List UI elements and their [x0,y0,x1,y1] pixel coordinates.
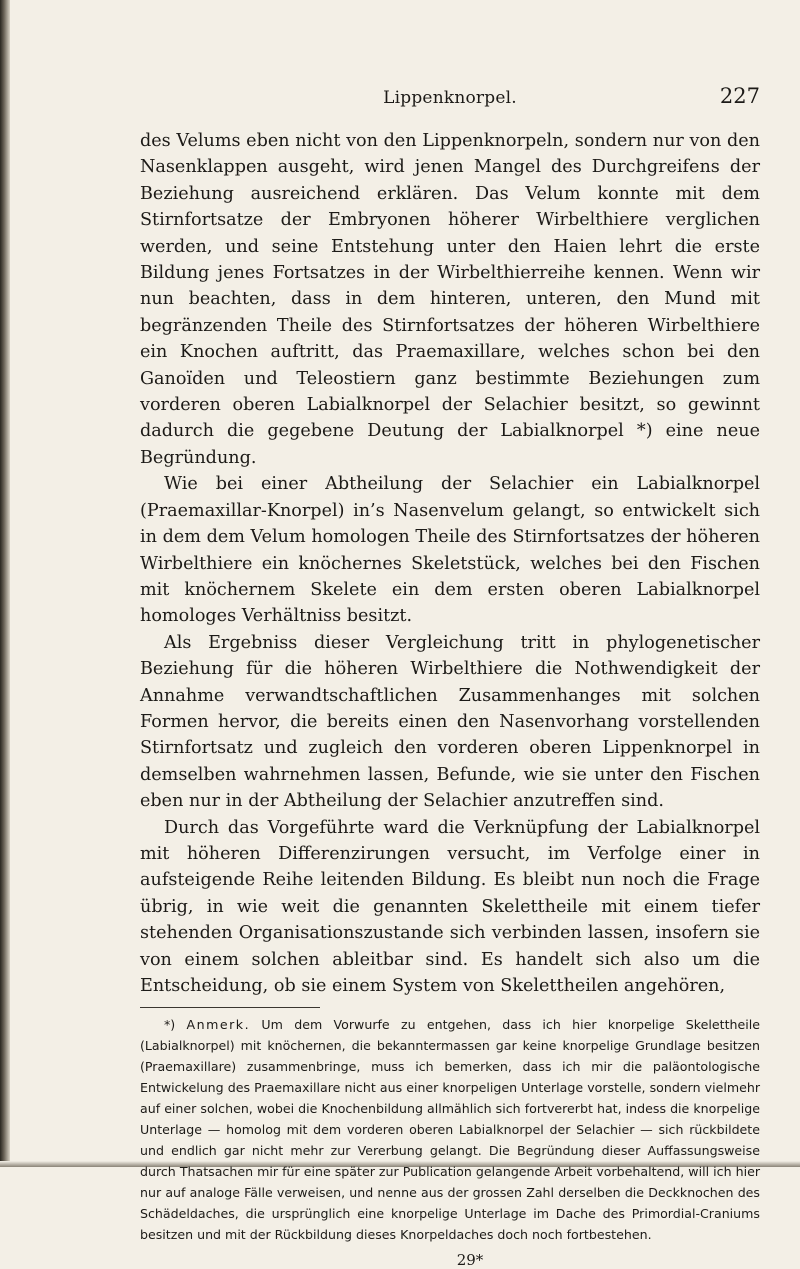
running-head: Lippenknorpel. [383,88,517,108]
paragraph: Als Ergebniss dieser Vergleichung tritt in phylogenetischer Beziehung für die höheren Wirbelthiere die Nothwendigkeit der Annahme verwandtschaftlichen Zusammenhanges mit solchen Formen hervor, die bereits einen den Nasenvorhang vorstellenden Stirnfortsatz und zugleich den vorderen oberen Lippenknorpel in demselben wahrnehmen lassen, Befunde, wie sie unter den Fischen eben nur in der Abtheilung der Selachier anzutreffen sind. [140,632,760,812]
book-page [140,84,760,1269]
paragraph: Durch das Vorgeführte ward die Verknüpfung der Labialknorpel mit höheren Differenzirungen versucht, im Verfolge einer in aufsteigende Reihe leitenden Bildung. Es bleibt nun noch die Frage übrig, in wie weit die genannten Skelettheile mit einem tiefer stehenden Organisationszustande sich verbinden lassen, insofern sie von einem solchen ableitbar sind. Es handelt sich also um die Entscheidung, ob sie einem System von Skelettheilen angehören, [140,817,760,996]
paragraph: des Velums eben nicht von den Lippenknorpeln, sondern nur von den Nasenklappen ausgeht, wird jenen Mangel des Durchgreifens der Beziehung ausreichend erklären. Das Velum konnte mit dem Stirnfortsatze der Embryonen höherer Wirbelthiere verglichen werden, und seine Entstehung unter den Haien lehrt die erste Bildung jenes Fortsatzes in der Wirbelthierreihe kennen. Wenn wir nun beachten, dass in dem hinteren, unteren, den Mund mit begränzenden Theile des Stirnfortsatzes der höheren Wirbelthiere ein Knochen auftritt, das Praemaxillare, welches schon bei den Ganoïden und Teleostiern ganz bestimmte Beziehungen zum vorderen oberen Labialknorpel der Selachier besitzt, so gewinnt dadurch die gegebene Deutung der Labialknorpel *) eine neue Begründung. [140,131,760,468]
page-edge-shadow [0,0,10,1167]
footnote [140,1014,760,1245]
main-text [140,128,760,999]
footnote-separator [140,1007,320,1008]
signature-mark: 29* [456,1251,484,1269]
footnote-label: Anmerk. [186,1017,251,1033]
footnote-marker: *) [164,1017,187,1033]
page-number: 227 [719,84,760,108]
footnote-text: Um dem Vorwurfe zu entgehen, dass ich hier knorpelige Skelettheile (Labialknorpel) mit knöchernen, die bekanntermassen gar keine knorpelige Grundlage besitzen (Praemaxillare) zusammenbringe, muss ich bemerken, dass ich mir die paläontologische Entwickelung des Praemaxillare nicht aus einer knorpeligen Unterlage vorstelle, sondern vielmehr auf einer solchen, wobei die Knochenbildung allmählich sich fortvererbt hat, indess die knorpelige Unterlage — homolog mit dem vorderen oberen Labialknorpel der Selachier — sich rückbildete und endlich gar nicht mehr zur Vererbung gelangt. Die Begründung dieser Auffassungsweise durch Thatsachen mir für eine später zur Publication gelangende Arbeit vorbehaltend, will ich hier nur auf analoge Fälle verweisen, und nenne aus der grossen Zahl derselben die Deckknochen des Schädeldaches, die ursprünglich eine knorpelige Unterlage im Dache des Primordial-Craniums besitzen und mit der Rückbildung dieses Knorpeldaches doch noch fortbestehen. [140,1017,760,1243]
page-header [140,84,760,114]
paragraph: Wie bei einer Abtheilung der Selachier ein Labialknorpel (Praemaxillar-Knorpel) in’s Nasenvelum gelangt, so entwickelt sich in dem dem Velum homologen Theile des Stirnfortsatzes der höheren Wirbelthiere ein knöchernes Skeletstück, welches bei den Fischen mit knöchernem Skelete ein dem ersten oberen Labialknorpel homologes Verhältniss besitzt. [140,474,760,627]
